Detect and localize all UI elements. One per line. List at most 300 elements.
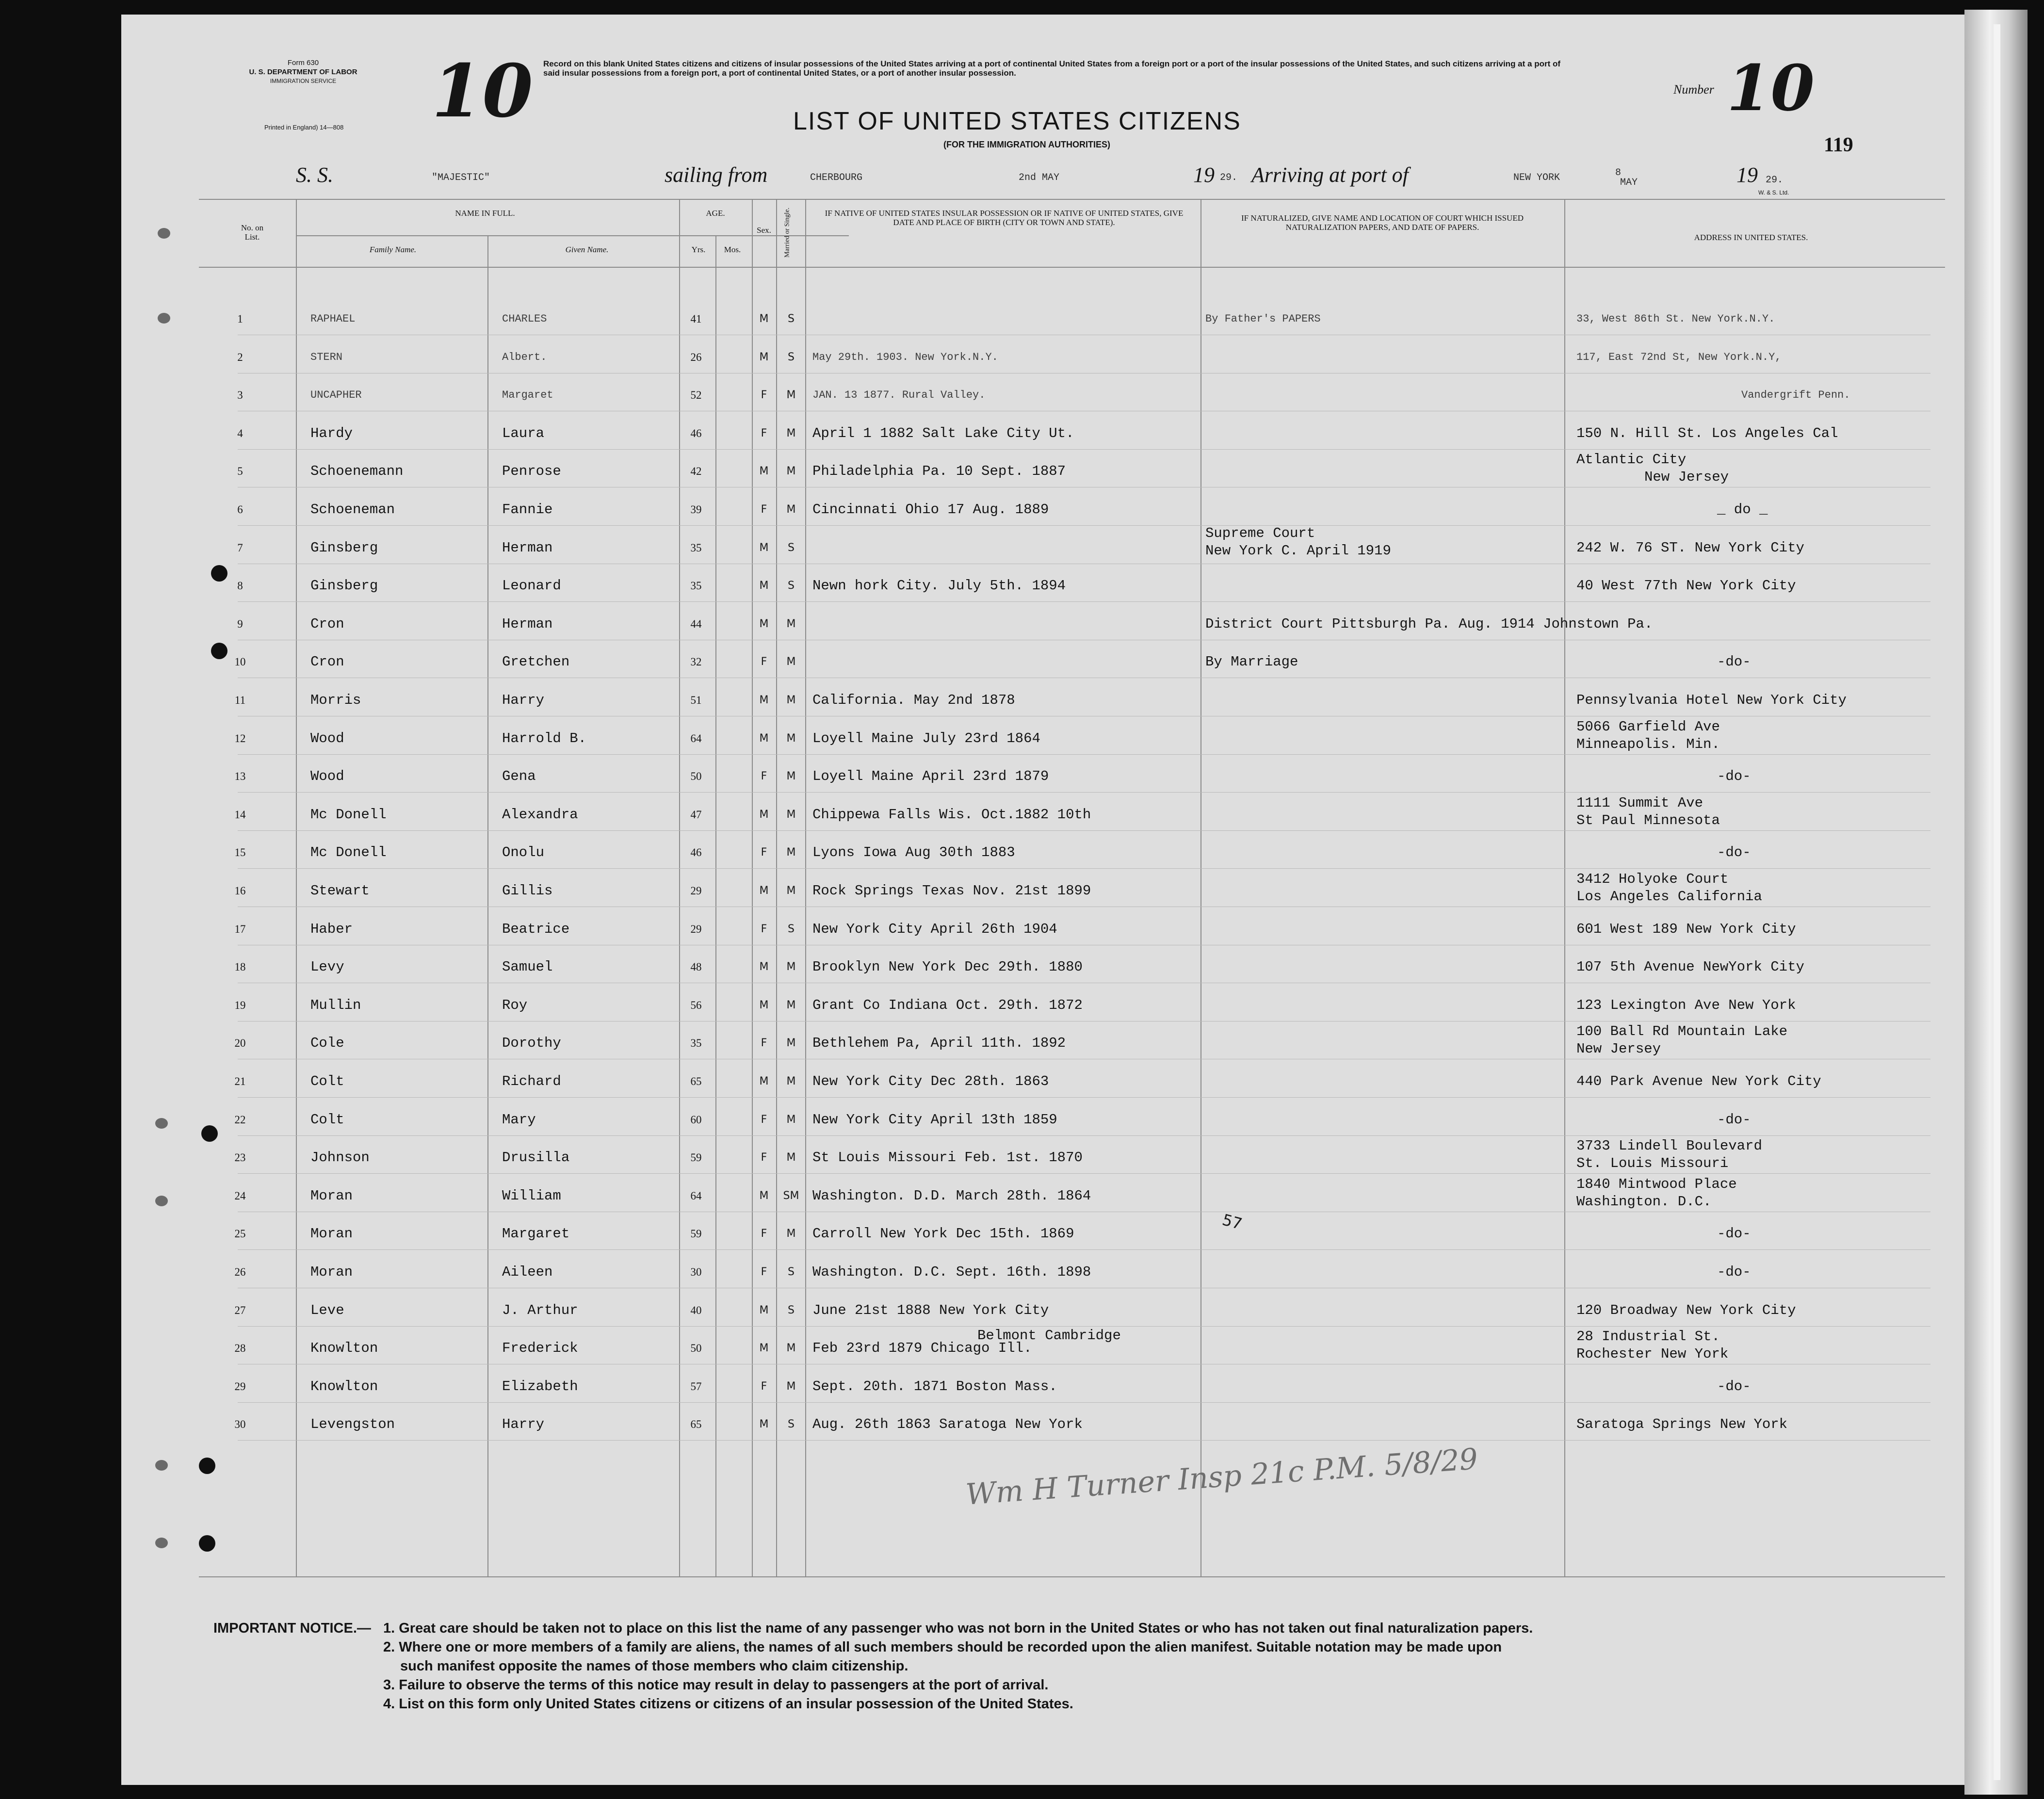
given-name: Herman bbox=[502, 616, 553, 632]
record-instructions: Record on this blank United States citizens and citizens of insular possessions of the United States arriving at a port of continental United States from a foreign port or a port of the insular possessions of the United States, and such citizens arriving at a port of said insular possessions from a foreign port, a port of continental United States, or a port of another insular possession. bbox=[543, 59, 1561, 78]
age-years: 52 bbox=[690, 389, 702, 401]
arrive-year-label: 19 bbox=[1736, 163, 1758, 187]
binder-mark bbox=[155, 1118, 168, 1129]
sex: F bbox=[761, 427, 767, 439]
family-name: Cron bbox=[310, 654, 344, 670]
service: IMMIGRATION SERVICE bbox=[270, 78, 337, 84]
age-years: 29 bbox=[690, 885, 702, 897]
address-line2: Los Angeles California bbox=[1576, 889, 1762, 905]
naturalization-info: Supreme Court bbox=[1205, 525, 1315, 541]
row-rule bbox=[238, 754, 1930, 755]
given-name: Penrose bbox=[502, 463, 561, 479]
given-name: Dorothy bbox=[502, 1035, 561, 1051]
sex: M bbox=[759, 1342, 769, 1354]
arrival-year: 29. bbox=[1766, 175, 1784, 186]
row-number: 12 bbox=[234, 732, 246, 745]
age-years: 35 bbox=[690, 580, 702, 592]
row-number: 6 bbox=[237, 503, 243, 516]
address: 33, West 86th St. New York.N.Y. bbox=[1576, 313, 1775, 325]
birth-info: JAN. 13 1877. Rural Valley. bbox=[812, 389, 986, 401]
address-line2: Rochester New York bbox=[1576, 1346, 1729, 1362]
age-years: 50 bbox=[690, 1342, 702, 1354]
binder-hole bbox=[199, 1458, 215, 1474]
family-name: Levy bbox=[310, 959, 344, 975]
birth-info: New York City Dec 28th. 1863 bbox=[812, 1073, 1049, 1089]
arriving-label: Arriving at port of bbox=[1251, 163, 1409, 187]
arrival-day: 8 bbox=[1615, 167, 1622, 178]
binder-hole bbox=[199, 1535, 215, 1552]
age-years: 29 bbox=[690, 923, 702, 935]
family-name: Cron bbox=[310, 616, 344, 632]
hand-number-left: 10 bbox=[432, 49, 533, 134]
age-years: 35 bbox=[690, 1037, 702, 1049]
table-header-rule bbox=[199, 267, 1945, 268]
family-name: Mc Donell bbox=[310, 844, 387, 860]
address: -do- bbox=[1717, 1264, 1751, 1280]
row-rule bbox=[238, 1135, 1930, 1136]
marital-status: M bbox=[786, 846, 796, 859]
address: 123 Lexington Ave New York bbox=[1576, 997, 1796, 1013]
sex: F bbox=[761, 923, 767, 935]
notice-item-2-cont: such manifest opposite the names of those members who claim citizenship. bbox=[400, 1658, 908, 1674]
family-name: Schoenemann bbox=[310, 463, 404, 479]
birth-info: Sept. 20th. 1871 Boston Mass. bbox=[812, 1378, 1057, 1394]
address: 3412 Holyoke Court bbox=[1576, 871, 1729, 887]
col-rule bbox=[1200, 199, 1201, 1576]
sailing-from: CHERBOURG bbox=[810, 172, 863, 183]
row-number: 25 bbox=[234, 1228, 246, 1240]
family-name: Moran bbox=[310, 1188, 353, 1204]
age-years: 47 bbox=[690, 809, 702, 821]
sail-date: 2nd MAY bbox=[1019, 172, 1060, 183]
family-name: Wood bbox=[310, 730, 344, 746]
age-years: 65 bbox=[690, 1075, 702, 1087]
row-number: 20 bbox=[234, 1037, 246, 1049]
birth-info: Chippewa Falls Wis. Oct.1882 10th bbox=[812, 807, 1091, 823]
given-name: Beatrice bbox=[502, 921, 570, 937]
given-name: Laura bbox=[502, 425, 545, 441]
col-rule bbox=[487, 235, 488, 1576]
marital-status: M bbox=[786, 1075, 796, 1087]
marital-status: M bbox=[786, 1342, 796, 1354]
marital-status: S bbox=[788, 1304, 795, 1316]
family-name: Levengston bbox=[310, 1416, 395, 1432]
arrival-month: MAY bbox=[1620, 177, 1638, 188]
row-number: 10 bbox=[234, 656, 246, 668]
birth-info: Bethlehem Pa, April 11th. 1892 bbox=[812, 1035, 1066, 1051]
family-name: STERN bbox=[310, 351, 343, 363]
row-number: 14 bbox=[234, 809, 246, 821]
address: 107 5th Avenue NewYork City bbox=[1576, 959, 1804, 975]
marital-status: M bbox=[786, 427, 796, 439]
birth-info: New York City April 26th 1904 bbox=[812, 921, 1057, 937]
printer-mark: W. & S. Ltd. bbox=[1758, 189, 1789, 196]
col-rule bbox=[752, 199, 753, 1576]
row-rule bbox=[238, 449, 1930, 450]
address-line2: New Jersey bbox=[1576, 1041, 1661, 1057]
family-name: Wood bbox=[310, 768, 344, 784]
table-top-rule bbox=[199, 199, 1945, 200]
binder-mark bbox=[155, 1460, 168, 1471]
age-years: 59 bbox=[690, 1228, 702, 1240]
given-name: Onolu bbox=[502, 844, 545, 860]
row-rule bbox=[238, 1440, 1930, 1441]
birth-info: Newn hork City. July 5th. 1894 bbox=[812, 578, 1066, 594]
family-name: Knowlton bbox=[310, 1340, 378, 1356]
col-birth: IF NATIVE OF UNITED STATES INSULAR POSSESSION OR IF NATIVE OF UNITED STATES, GIVE DATE AND PLACE OF BIRTH (CITY OR TOWN AND STATE). bbox=[825, 209, 1184, 227]
family-name: Johnson bbox=[310, 1150, 370, 1166]
family-name: Knowlton bbox=[310, 1378, 378, 1394]
birth-info: Aug. 26th 1863 Saratoga New York bbox=[812, 1416, 1083, 1432]
given-name: J. Arthur bbox=[502, 1302, 578, 1318]
given-name: Albert. bbox=[502, 351, 547, 363]
notice-item-1: 1. Great care should be taken not to place on this list the name of any passenger who was not born in the United States or who has not taken out final naturalization papers. bbox=[383, 1621, 1533, 1636]
age-years: 48 bbox=[690, 961, 702, 973]
family-name: Mullin bbox=[310, 997, 361, 1013]
given-name: Drusilla bbox=[502, 1150, 570, 1166]
age-years: 60 bbox=[690, 1114, 702, 1126]
given-name: Alexandra bbox=[502, 807, 578, 823]
family-name: Hardy bbox=[310, 425, 353, 441]
inspector-signature: Wm H Turner Insp 21c P.M. 5/8/29 bbox=[964, 1442, 1479, 1512]
col-sex: Sex. bbox=[757, 226, 771, 235]
marital-status: M bbox=[786, 999, 796, 1011]
row-number: 15 bbox=[234, 846, 246, 859]
marital-status: S bbox=[788, 580, 795, 592]
given-name: CHARLES bbox=[502, 313, 547, 325]
row-rule bbox=[238, 1097, 1930, 1098]
ship-name: "MAJESTIC" bbox=[432, 172, 490, 183]
number-label: Number bbox=[1673, 82, 1714, 97]
sex: M bbox=[759, 313, 769, 325]
row-number: 13 bbox=[234, 770, 246, 782]
marital-status: M bbox=[786, 694, 796, 706]
address: -do- bbox=[1717, 1226, 1751, 1242]
col-naturalized: IF NATURALIZED, GIVE NAME AND LOCATION OF COURT WHICH ISSUED NATURALIZATION PAPERS, AND DATE OF PAPERS. bbox=[1241, 213, 1524, 232]
address-line2: New Jersey bbox=[1644, 469, 1729, 485]
family-name: Schoeneman bbox=[310, 502, 395, 518]
sex: M bbox=[759, 542, 769, 554]
given-name: Margaret bbox=[502, 389, 553, 401]
marital-status: M bbox=[786, 885, 796, 897]
given-name: Harry bbox=[502, 692, 545, 708]
marital-status: S bbox=[788, 1266, 795, 1278]
address-line2: St Paul Minnesota bbox=[1576, 812, 1720, 828]
address: 601 West 189 New York City bbox=[1576, 921, 1796, 937]
row-number: 19 bbox=[234, 999, 246, 1011]
binder-mark bbox=[158, 228, 170, 239]
birth-info: Lyons Iowa Aug 30th 1883 bbox=[812, 844, 1015, 860]
row-number: 29 bbox=[234, 1380, 246, 1393]
address: _ do _ bbox=[1717, 502, 1768, 518]
page-edge-highlight bbox=[1994, 24, 2000, 1780]
age-years: 32 bbox=[690, 656, 702, 668]
address: 100 Ball Rd Mountain Lake bbox=[1576, 1023, 1788, 1039]
page-title: LIST OF UNITED STATES CITIZENS bbox=[793, 107, 1241, 135]
sex: M bbox=[759, 351, 769, 363]
birth-info: Philadelphia Pa. 10 Sept. 1887 bbox=[812, 463, 1066, 479]
family-name: Ginsberg bbox=[310, 578, 378, 594]
birth-info: New York City April 13th 1859 bbox=[812, 1112, 1057, 1128]
address: -do- bbox=[1717, 1112, 1751, 1128]
sex: F bbox=[761, 770, 767, 782]
marital-status: M bbox=[786, 503, 796, 516]
birth-info: California. May 2nd 1878 bbox=[812, 692, 1015, 708]
sex: F bbox=[761, 846, 767, 859]
birth-info: May 29th. 1903. New York.N.Y. bbox=[812, 351, 998, 363]
marital-status: M bbox=[786, 656, 796, 668]
naturalization-info: By Father's PAPERS bbox=[1205, 313, 1321, 325]
sex: M bbox=[759, 1075, 769, 1087]
address: 242 W. 76 ST. New York City bbox=[1576, 540, 1804, 556]
sex: M bbox=[759, 465, 769, 477]
address: 117, East 72nd St, New York.N.Y, bbox=[1576, 351, 1782, 363]
binder-hole bbox=[211, 643, 227, 659]
row-rule bbox=[238, 792, 1930, 793]
marital-status: M bbox=[786, 465, 796, 477]
sex: M bbox=[759, 1418, 769, 1430]
address: 150 N. Hill St. Los Angeles Cal bbox=[1576, 425, 1838, 441]
marital-status: M bbox=[786, 1037, 796, 1049]
birth-info: April 1 1882 Salt Lake City Ut. bbox=[812, 425, 1074, 441]
sex: F bbox=[761, 1151, 767, 1164]
row-rule bbox=[238, 1402, 1930, 1403]
address: Saratoga Springs New York bbox=[1576, 1416, 1788, 1432]
marital-status: M bbox=[786, 961, 796, 973]
marital-status: M bbox=[786, 1114, 796, 1126]
address: 40 West 77th New York City bbox=[1576, 578, 1796, 594]
given-name: Elizabeth bbox=[502, 1378, 578, 1394]
address: -do- bbox=[1717, 768, 1751, 784]
address: 440 Park Avenue New York City bbox=[1576, 1073, 1821, 1089]
sex: M bbox=[759, 732, 769, 745]
row-number: 1 bbox=[237, 313, 243, 325]
naturalization-info: District Court Pittsburgh Pa. Aug. 1914 Johnstown Pa. bbox=[1205, 616, 1653, 632]
address: 5066 Garfield Ave bbox=[1576, 719, 1720, 735]
age-years: 46 bbox=[690, 427, 702, 439]
family-name: UNCAPHER bbox=[310, 389, 362, 401]
age-years: 57 bbox=[690, 1380, 702, 1393]
binder-mark bbox=[155, 1538, 168, 1548]
age-years: 26 bbox=[690, 351, 702, 363]
birth-info-line2: Belmont Cambridge bbox=[977, 1328, 1121, 1344]
marital-status: M bbox=[786, 1228, 796, 1240]
birth-info: Cincinnati Ohio 17 Aug. 1889 bbox=[812, 502, 1049, 518]
col-rule bbox=[805, 199, 806, 1576]
row-number: 2 bbox=[237, 351, 243, 363]
ss-label: S. S. bbox=[296, 163, 333, 187]
sex: F bbox=[761, 503, 767, 516]
given-name: Samuel bbox=[502, 959, 553, 975]
notice-item-4: 4. List on this form only United States citizens or citizens of an insular possession of the United States. bbox=[383, 1696, 1073, 1712]
hand-number-right: 10 bbox=[1727, 51, 1815, 125]
marital-status: M bbox=[786, 770, 796, 782]
col-given-name: Given Name. bbox=[565, 245, 609, 254]
sex: F bbox=[761, 1114, 767, 1126]
given-name: Gretchen bbox=[502, 654, 570, 670]
age-years: 65 bbox=[690, 1418, 702, 1430]
naturalization-info-line2: New York C. April 1919 bbox=[1205, 543, 1391, 559]
given-name: Mary bbox=[502, 1112, 536, 1128]
birth-info: Loyell Maine April 23rd 1879 bbox=[812, 768, 1049, 784]
address-line2: Washington. D.C. bbox=[1576, 1194, 1712, 1210]
col-name-in-full: NAME IN FULL. bbox=[455, 209, 515, 218]
row-number: 18 bbox=[234, 961, 246, 973]
given-name: Frederick bbox=[502, 1340, 578, 1356]
given-name: Fannie bbox=[502, 502, 553, 518]
row-rule bbox=[238, 525, 1930, 526]
row-number: 4 bbox=[237, 427, 243, 439]
row-number: 9 bbox=[237, 618, 243, 630]
given-name: Herman bbox=[502, 540, 553, 556]
notice-item-2: 2. Where one or more members of a family are aliens, the names of all such members should be recorded upon the alien manifest. Suitable notation may be made upon bbox=[383, 1639, 1502, 1655]
row-number: 17 bbox=[234, 923, 246, 935]
family-name: Moran bbox=[310, 1226, 353, 1242]
notice-label: IMPORTANT NOTICE.— bbox=[213, 1621, 371, 1636]
marital-status: M bbox=[786, 618, 796, 630]
row-rule bbox=[238, 830, 1930, 831]
age-years: 56 bbox=[690, 999, 702, 1011]
table-bottom-rule bbox=[199, 1576, 1945, 1577]
birth-info: Brooklyn New York Dec 29th. 1880 bbox=[812, 959, 1083, 975]
sex: F bbox=[761, 1266, 767, 1278]
family-name: Colt bbox=[310, 1112, 344, 1128]
marital-status: M bbox=[786, 732, 796, 745]
page-number: 119 bbox=[1824, 134, 1853, 156]
marital-status: S bbox=[788, 313, 795, 325]
birth-info: June 21st 1888 New York City bbox=[812, 1302, 1049, 1318]
row-number: 8 bbox=[237, 580, 243, 592]
marital-status: M bbox=[786, 1151, 796, 1164]
row-number: 7 bbox=[237, 542, 243, 554]
manifest-sheet bbox=[121, 15, 1964, 1785]
naturalization-info: By Marriage bbox=[1205, 654, 1298, 670]
family-name: Haber bbox=[310, 921, 353, 937]
birth-info: Washington. D.D. March 28th. 1864 bbox=[812, 1188, 1091, 1204]
age-years: 64 bbox=[690, 732, 702, 745]
given-name: Richard bbox=[502, 1073, 561, 1089]
family-name: Stewart bbox=[310, 883, 370, 899]
age-years: 41 bbox=[690, 313, 702, 325]
address: -do- bbox=[1717, 844, 1751, 860]
given-name: Harrold B. bbox=[502, 730, 587, 746]
marital-status: S bbox=[788, 542, 795, 554]
row-number: 22 bbox=[234, 1114, 246, 1126]
row-rule bbox=[238, 1326, 1930, 1327]
col-address: ADDRESS IN UNITED STATES. bbox=[1694, 233, 1808, 242]
form-number: Form 630 bbox=[287, 59, 319, 67]
age-years: 39 bbox=[690, 503, 702, 516]
address: 3733 Lindell Boulevard bbox=[1576, 1138, 1762, 1154]
row-number: 5 bbox=[237, 465, 243, 477]
sex: F bbox=[761, 1037, 767, 1049]
birth-info: Grant Co Indiana Oct. 29th. 1872 bbox=[812, 997, 1083, 1013]
name-age-subrule bbox=[296, 235, 849, 236]
row-rule bbox=[238, 1173, 1930, 1174]
binder-hole bbox=[201, 1125, 218, 1142]
notice-item-3: 3. Failure to observe the terms of this notice may result in delay to passengers at the port of arrival. bbox=[383, 1677, 1049, 1693]
row-number: 16 bbox=[234, 885, 246, 897]
binder-hole bbox=[211, 565, 227, 582]
birth-info: Rock Springs Texas Nov. 21st 1899 bbox=[812, 883, 1091, 899]
form-info bbox=[243, 58, 364, 86]
row-number: 11 bbox=[234, 694, 246, 706]
printed-note: Printed in England) 14—808 bbox=[264, 124, 344, 131]
address: 28 Industrial St. bbox=[1576, 1329, 1720, 1345]
col-rule bbox=[776, 199, 777, 1576]
address: 1840 Mintwood Place bbox=[1576, 1176, 1737, 1192]
col-rule bbox=[1564, 199, 1565, 1576]
age-years: 59 bbox=[690, 1151, 702, 1164]
col-yrs: Yrs. bbox=[691, 245, 706, 254]
col-married-single: Married or Single. bbox=[783, 207, 791, 258]
family-name: Moran bbox=[310, 1264, 353, 1280]
family-name: Colt bbox=[310, 1073, 344, 1089]
sex: M bbox=[759, 618, 769, 630]
sex: F bbox=[761, 1380, 767, 1393]
birth-info: Feb 23rd 1879 Chicago Ill. bbox=[812, 1340, 1032, 1356]
marital-status: M bbox=[786, 809, 796, 821]
col-rule bbox=[296, 199, 297, 1576]
row-number: 28 bbox=[234, 1342, 246, 1354]
row-rule bbox=[238, 601, 1930, 602]
sex: M bbox=[759, 961, 769, 973]
family-name: Mc Donell bbox=[310, 807, 387, 823]
address-line2: Vandergrift Penn. bbox=[1741, 389, 1850, 401]
marital-status: S bbox=[788, 1418, 795, 1430]
year-label: 19 bbox=[1193, 163, 1215, 187]
page-subtitle: (FOR THE IMMIGRATION AUTHORITIES) bbox=[943, 140, 1110, 149]
age-years: 40 bbox=[690, 1304, 702, 1316]
address: Pennsylvania Hotel New York City bbox=[1576, 692, 1847, 708]
sex: M bbox=[759, 999, 769, 1011]
address: 1111 Summit Ave bbox=[1576, 795, 1703, 811]
age-years: 44 bbox=[690, 618, 702, 630]
sex: M bbox=[759, 1190, 769, 1202]
sex: F bbox=[761, 1228, 767, 1240]
family-name: RAPHAEL bbox=[310, 313, 356, 325]
age-years: 42 bbox=[690, 465, 702, 477]
given-name: Aileen bbox=[502, 1264, 553, 1280]
sex: M bbox=[759, 809, 769, 821]
birth-info: Carroll New York Dec 15th. 1869 bbox=[812, 1226, 1074, 1242]
address: -do- bbox=[1717, 1378, 1751, 1394]
department: U. S. DEPARTMENT OF LABOR bbox=[249, 68, 357, 76]
row-number: 3 bbox=[237, 389, 243, 401]
row-number: 27 bbox=[234, 1304, 246, 1316]
col-rule bbox=[715, 235, 716, 1576]
address-line2: Minneapolis. Min. bbox=[1576, 736, 1720, 752]
col-no: No. on List. bbox=[241, 223, 264, 242]
col-mos: Mos. bbox=[724, 245, 741, 254]
row-number: 21 bbox=[234, 1075, 246, 1087]
sail-year: 29. bbox=[1220, 172, 1238, 183]
marital-status: S bbox=[788, 923, 795, 935]
row-number: 24 bbox=[234, 1190, 246, 1202]
col-family-name: Family Name. bbox=[369, 245, 417, 254]
sex: M bbox=[759, 1304, 769, 1316]
address: 120 Broadway New York City bbox=[1576, 1302, 1796, 1318]
birth-info: St Louis Missouri Feb. 1st. 1870 bbox=[812, 1150, 1083, 1166]
binder-mark bbox=[158, 313, 170, 324]
given-name: Harry bbox=[502, 1416, 545, 1432]
sex: M bbox=[759, 885, 769, 897]
sex: F bbox=[761, 656, 767, 668]
age-years: 64 bbox=[690, 1190, 702, 1202]
row-number: 23 bbox=[234, 1151, 246, 1164]
marital-status: M bbox=[786, 389, 796, 401]
age-years: 50 bbox=[690, 770, 702, 782]
